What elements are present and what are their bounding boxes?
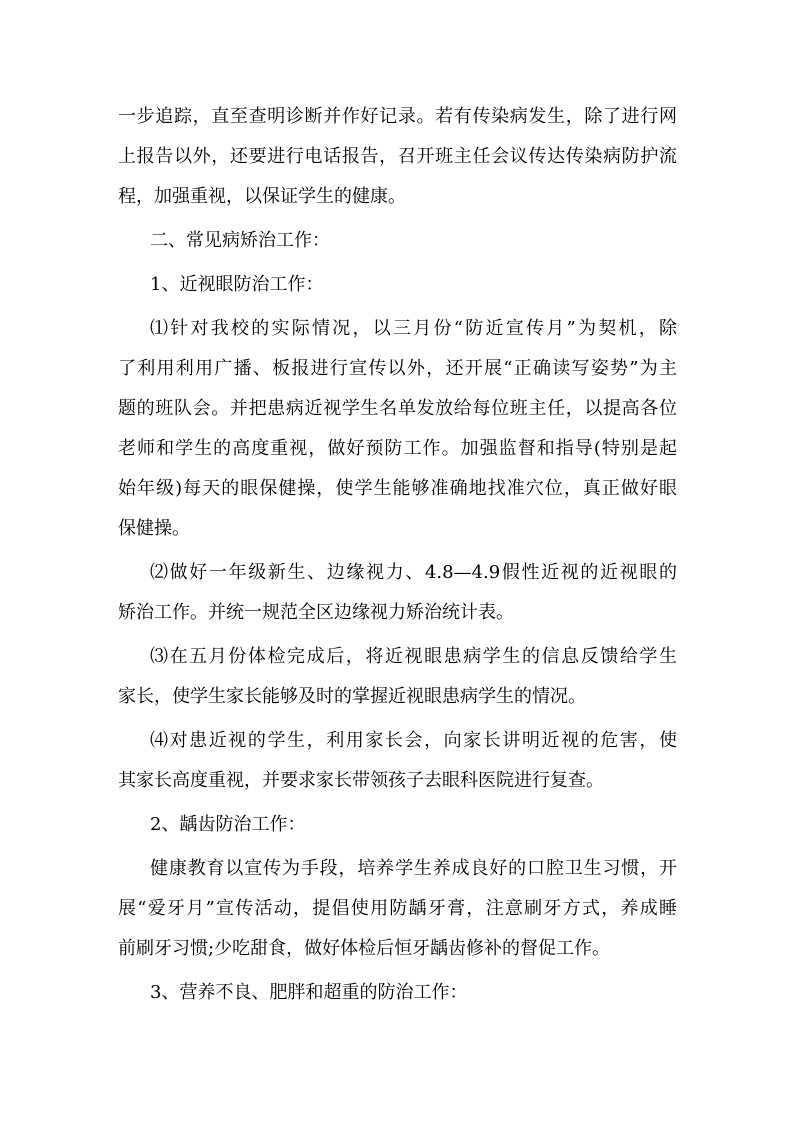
text-line: 保健操。 [118, 518, 190, 539]
paragraph-line [0, 686, 794, 726]
text-line: 程，加强重视，以保证学生的健康。 [118, 186, 406, 207]
text-line: 家长，使学生家长能够及时的掌握近视眼患病学生的情况。 [118, 686, 586, 707]
text-line: 前刷牙习惯;少吃甜食，做好体检后恒牙龋齿修补的督促工作。 [118, 938, 611, 959]
paragraph-line [0, 186, 794, 226]
text-line: 始年级)每天的眼保健操，使学生能够准确地找准穴位，真正做好眼 [118, 478, 677, 499]
text-line: 一步追踪，直至查明诊断并作好记录。若有传染病发生，除了进行网 [118, 106, 677, 127]
paragraph-line [0, 106, 794, 146]
paragraph-line [0, 858, 794, 898]
paragraph-line [0, 938, 794, 978]
heading-text: 1、近视眼防治工作： [150, 274, 324, 295]
text-line: 健康教育以宣传为手段，培养学生养成良好的口腔卫生习惯，开 [150, 858, 677, 879]
paragraph-line [0, 478, 794, 518]
paragraph-line [0, 358, 794, 398]
paragraph-line [0, 318, 794, 358]
text-line: ⑴针对我校的实际情况，以三月份“防近宣传月”为契机，除 [150, 318, 677, 339]
paragraph-line [0, 146, 794, 186]
paragraph-line [0, 398, 794, 438]
text-line: 题的班队会。并把患病近视学生名单发放给每位班主任，以提高各位 [118, 398, 677, 419]
text-line: 其家长高度重视，并要求家长带领孩子去眼科医院进行复查。 [118, 770, 604, 791]
paragraph-line [0, 730, 794, 770]
text-line: 上报告以外，还要进行电话报告，召开班主任会议传达传染病防护流 [118, 146, 677, 167]
text-line: 了利用利用广播、板报进行宣传以外，还开展“正确读写姿势”为主 [118, 358, 677, 379]
subsection-heading [0, 814, 794, 854]
heading-text: 3、营养不良、肥胖和超重的防治工作： [150, 982, 468, 1003]
subsection-heading [0, 982, 794, 1022]
heading-text: 二、常见病矫治工作： [150, 230, 330, 251]
paragraph-line [0, 562, 794, 602]
paragraph-line [0, 602, 794, 642]
section-heading [0, 230, 794, 270]
text-line: 展“爱牙月”宣传活动，提倡使用防龋牙膏，注意刷牙方式，养成睡 [118, 898, 677, 919]
subsection-heading [0, 274, 794, 314]
text-line: 老师和学生的高度重视，做好预防工作。加强监督和指导(特别是起 [118, 438, 677, 459]
text-line: ⑵做好一年级新生、边缘视力、4.8—4.9假性近视的近视眼的 [150, 562, 677, 583]
paragraph-line [0, 770, 794, 810]
paragraph-line [0, 646, 794, 686]
text-line: ⑷对患近视的学生，利用家长会，向家长讲明近视的危害，使 [150, 730, 677, 751]
text-line: ⑶在五月份体检完成后，将近视眼患病学生的信息反馈给学生 [150, 646, 677, 667]
paragraph-line [0, 898, 794, 938]
text-line: 矫治工作。并统一规范全区边缘视力矫治统计表。 [118, 602, 514, 623]
paragraph-line [0, 438, 794, 478]
paragraph-line [0, 518, 794, 558]
heading-text: 2、龋齿防治工作： [150, 814, 306, 835]
